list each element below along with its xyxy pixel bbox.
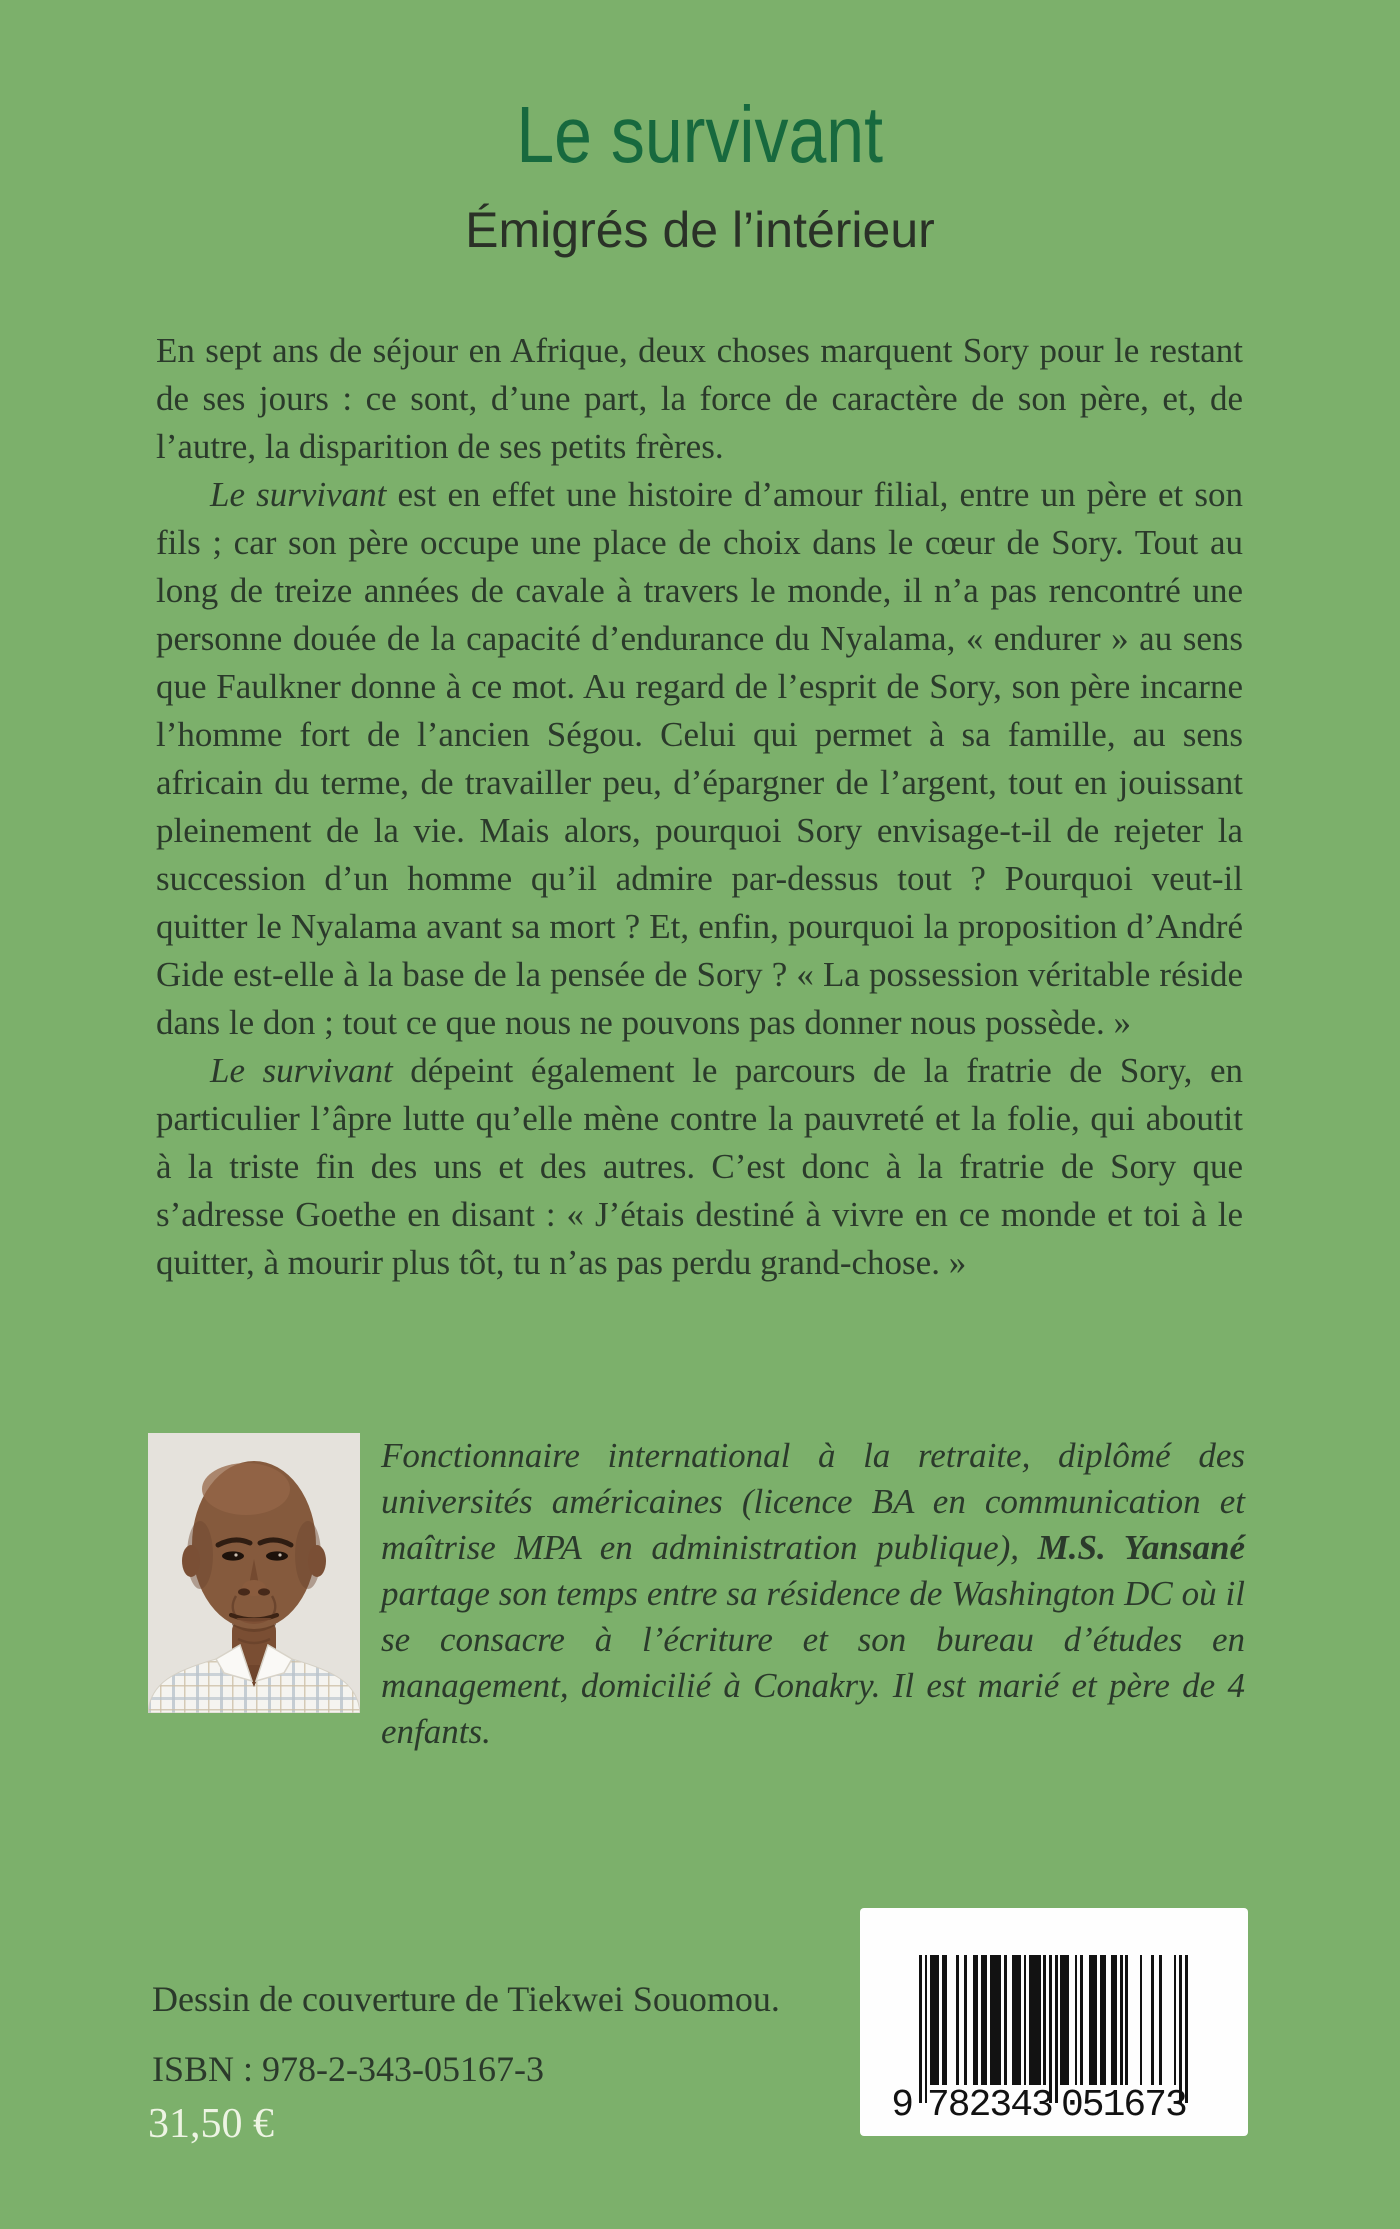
price-text: 31,50 € [148,2101,274,2147]
book-subtitle: Émigrés de l’intérieur [465,202,935,258]
barcode-digits [860,2084,1248,2130]
barcode-bars [919,1955,1189,2103]
text-segment: est en effet une histoire d’amour filial, entre un père et son fils ; car son père occupe une place de choix dans le cœur de Sory. Tout au long de treize années de cavale à travers le monde, il n’a pas rencontré une personne douée de la capacité d’endurance du Nyalama, « endurer » au sens que Faulkner donne à ce mot. Au regard de l’esprit de Sory, son père incarne l’homme fort de l’ancien Ségou. Celui qui permet à sa famille, au sens africain du terme, de travailler peu, d’épargner de l’argent, tout en jouissant pleinement de la vie. Mais alors, pourquoi Sory envisage-t-il de rejeter la succession d’un homme qu’il admire par-dessus tout ? Pourquoi veut-il quitter le Nyalama avant sa mort ? Et, enfin, pourquoi la proposition d’André Gide est-elle à la base de la pensée de Sory ? « La possession véritable réside dans le don ; tout ce que nous ne pouvons pas donner nous possède. » [156,475,1243,1042]
text-segment: partage son temps entre sa résidence de Washington DC où il se consacre à l’écriture et son bureau d’études en management, domicilié à Conakry. Il est marié et père de 4 enfants. [381,1574,1245,1751]
cover-design-credit: Dessin de couverture de Tiekwei Souomou. [152,1979,780,2019]
isbn-text: ISBN : 978-2-343-05167-3 [152,2049,544,2089]
book-title-text: Le survivant [516,90,884,179]
text-segment: Le survivant [210,1051,393,1090]
synopsis-paragraph [156,471,1243,1047]
author-photo-image [148,1433,360,1713]
text-segment: M.S. Yansané [1037,1528,1245,1567]
author-bio [381,1433,1245,1755]
text-segment: Le survivant [210,475,387,514]
book-title [0,90,1400,179]
barcode-digit-group1: 782343 [927,2084,1052,2127]
synopsis-paragraph [156,1047,1243,1287]
text-segment: dépeint également le parcours de la fratrie de Sory, en particulier l’âpre lutte qu’elle mène contre la pauvreté et la folie, qui aboutit à la triste fin des uns et des autres. C’est donc à la fratrie de Sory que s’adresse Goethe en disant : « J’étais destiné à vivre en ce monde et toi à le quitter, à mourir plus tôt, tu n’as pas perdu grand-chose. » [156,1051,1243,1282]
barcode-digit-first: 9 [891,2084,914,2127]
barcode-bar [1185,1955,1188,2103]
author-section [148,1433,1245,1755]
barcode [860,1908,1248,2136]
text-segment: Fonctionnaire international à la retraite, diplômé des universités américaines (licence BA en communication et maîtrise MPA en administration publique), [381,1436,1245,1567]
text-segment: En sept ans de séjour en Afrique, deux choses marquent Sory pour le restant de ses jours : ce sont, d’une part, la force de caractère de son père, et, de l’autre, la disparition de ses petits frères. [156,331,1243,466]
synopsis-text [156,327,1243,1287]
author-photo [148,1433,360,1713]
synopsis-paragraph [156,327,1243,471]
barcode-digit-group2: 051673 [1061,2084,1186,2127]
